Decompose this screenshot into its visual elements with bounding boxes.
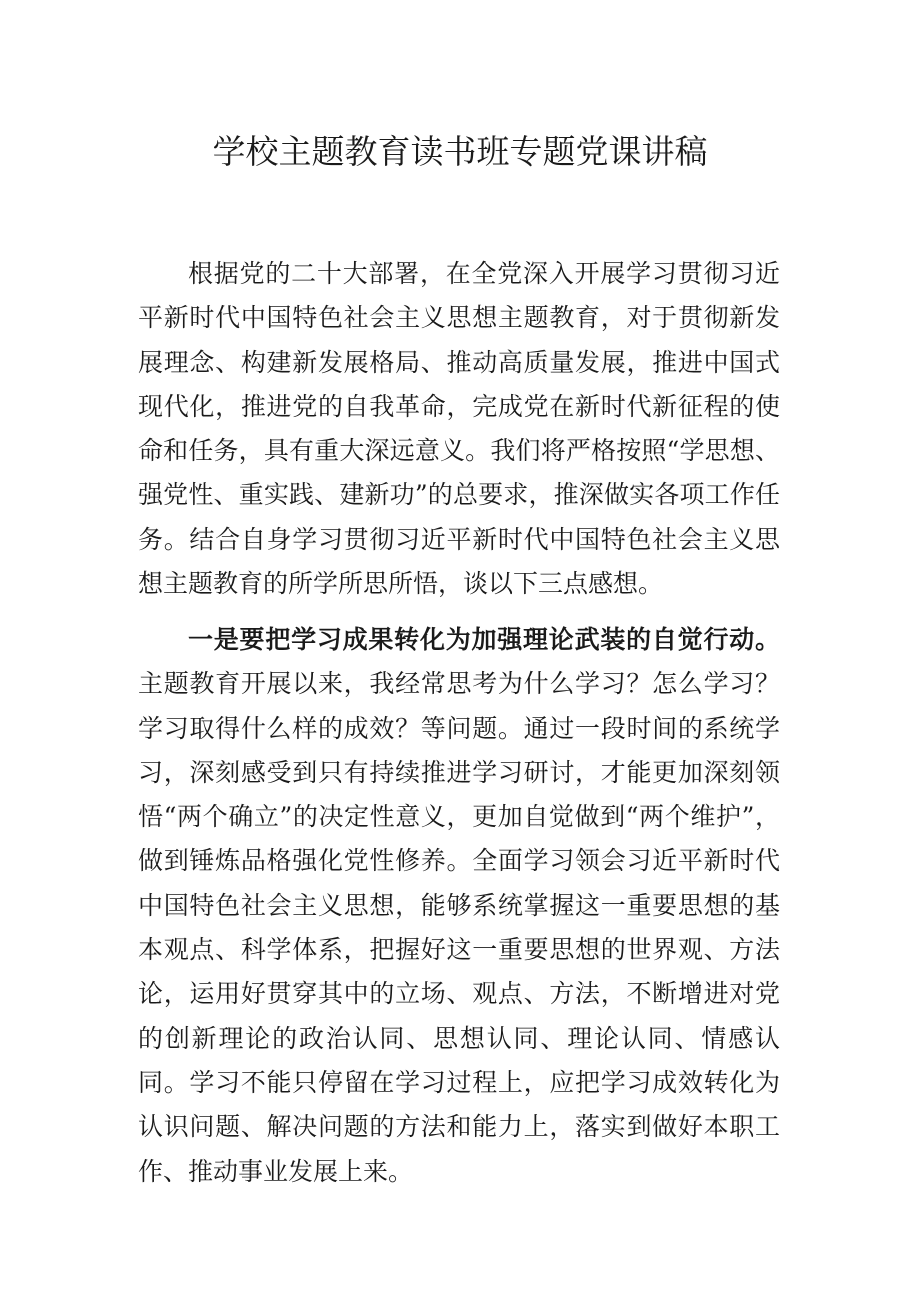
paragraph-point-one-text: 主题教育开展以来，我经常思考为什么学习？怎么学习？学习取得什么样的成效？等问题。通过一段时间的系统学习，深刻感受到只有持续推进学习研讨，才能更加深刻领悟“两个确立”的决定性意义，更加自觉做到“两个维护”，做到锤炼品格强化党性修养。全面学习领会习近平新时代中国特色社会主义思想，能够系统掌握这一重要思想的基本观点、科学体系，把握好这一重要思想的世界观、方法论，运用好贯穿其中的立场、观点、方法，不断增进对党的创新理论的政治认同、思想认同、理论认同、情感认同。学习不能只停留在学习过程上，应把学习成效转化为认识问题、解决问题的方法和能力上，落实到做好本职工作、推动事业发展上来。 bbox=[138, 669, 780, 1186]
paragraph-intro bbox=[138, 252, 780, 606]
document-title: 学校主题教育读书班专题党课讲稿 bbox=[212, 132, 708, 171]
paragraph-point-one bbox=[138, 618, 780, 1194]
paragraph-intro-text: 根据党的二十大部署，在全党深入开展学习贯彻习近平新时代中国特色社会主义思想主题教育，对于贯彻新发展理念、构建新发展格局、推动高质量发展，推进中国式现代化，推进党的自我革命，完成党在新时代新征程的使命和任务，具有重大深远意义。我们将严格按照“学思想、强党性、重实践、建新功”的总要求，推深做实各项工作任务。结合自身学习贯彻习近平新时代中国特色社会主义思想主题教育的所学所思所悟，谈以下三点感想。 bbox=[138, 259, 780, 599]
paragraph-point-one-heading: 一是要把学习成果转化为加强理论武装的自觉行动。 bbox=[188, 625, 780, 654]
